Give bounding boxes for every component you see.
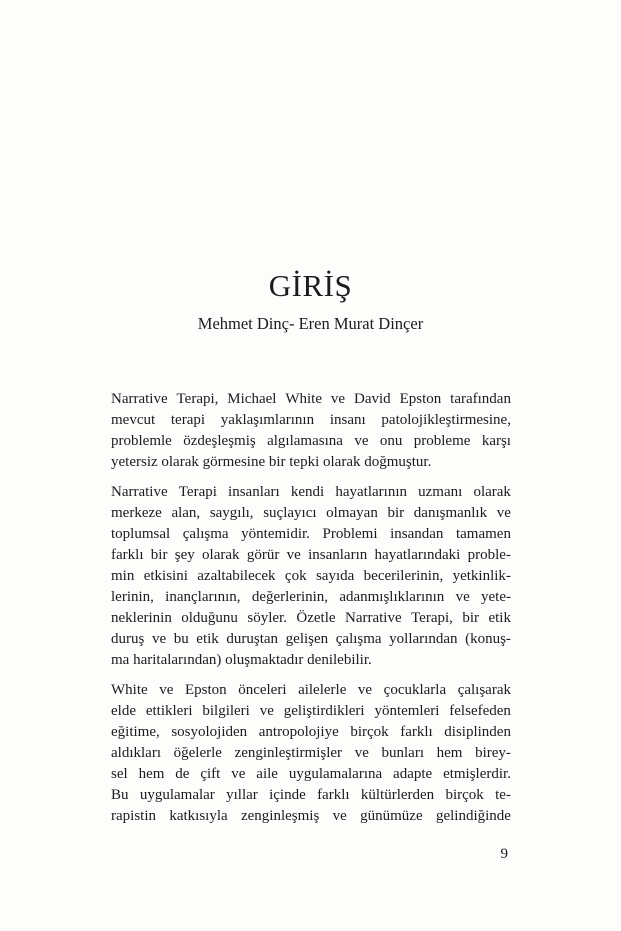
page-number: 9 (500, 846, 508, 862)
text-line: merkeze alan, saygılı, suçlayıcı olmayan bir danışmanlık ve (111, 505, 511, 521)
text-line: problemle özdeşleşmiş algılamasına ve onu probleme karşı (111, 433, 511, 449)
text-line: min etkisini azaltabilecek çok sayıda becerilerinin, yetkinlik- (111, 568, 511, 584)
text-line: duruş ve bu etik duruştan gelişen çalışma yollarından (konuş- (111, 631, 511, 647)
text-line: ma haritalarından) oluşmaktadır denilebilir. (111, 652, 372, 668)
text-line: sel hem de çift ve aile uygulamalarına adapte etmişlerdir. (111, 766, 511, 782)
text-line: eğitime, sosyolojiden antropolojiye birçok farklı disiplinden (111, 724, 511, 740)
paragraph (111, 482, 511, 671)
paragraph (111, 680, 511, 827)
text-line: toplumsal çalışma yöntemidir. Problemi insandan tamamen (111, 526, 511, 542)
body-text (111, 389, 511, 836)
text-line: White ve Epston önceleri ailelerle ve çocuklarla çalışarak (111, 682, 511, 698)
text-line: lerinin, inançlarının, değerlerinin, adanmışlıklarının ve yete- (111, 589, 511, 605)
text-line: farklı bir şey olarak görür ve insanların hayatlarındaki proble- (111, 547, 511, 563)
text-line: Narrative Terapi, Michael White ve David Epston tarafından (111, 391, 511, 407)
text-line: Bu uygulamalar yıllar içinde farklı kültürlerden birçok te- (111, 787, 511, 803)
text-line: Narrative Terapi insanları kendi hayatlarının uzmanı olarak (111, 484, 511, 500)
text-line: mevcut terapi yaklaşımlarının insanı patolojikleştirmesine, (111, 412, 511, 428)
text-line: rapistin katkısıyla zenginleşmiş ve günümüze gelindiğinde (111, 808, 511, 824)
chapter-title: GİRİŞ (268, 268, 353, 303)
text-line: aldıkları öğelerle zenginleştirmişler ve bunları hem birey- (111, 745, 511, 761)
text-line: yetersiz olarak görmesine bir tepki olarak doğmuştur. (111, 454, 432, 470)
paragraph (111, 389, 511, 473)
text-line: neklerinin olduğunu söyler. Özetle Narrative Terapi, bir etik (111, 610, 511, 626)
text-line: elde ettikleri bilgileri ve geliştirdikleri yöntemleri felsefeden (111, 703, 511, 719)
authors-byline: Mehmet Dinç- Eren Murat Dinçer (197, 314, 424, 333)
